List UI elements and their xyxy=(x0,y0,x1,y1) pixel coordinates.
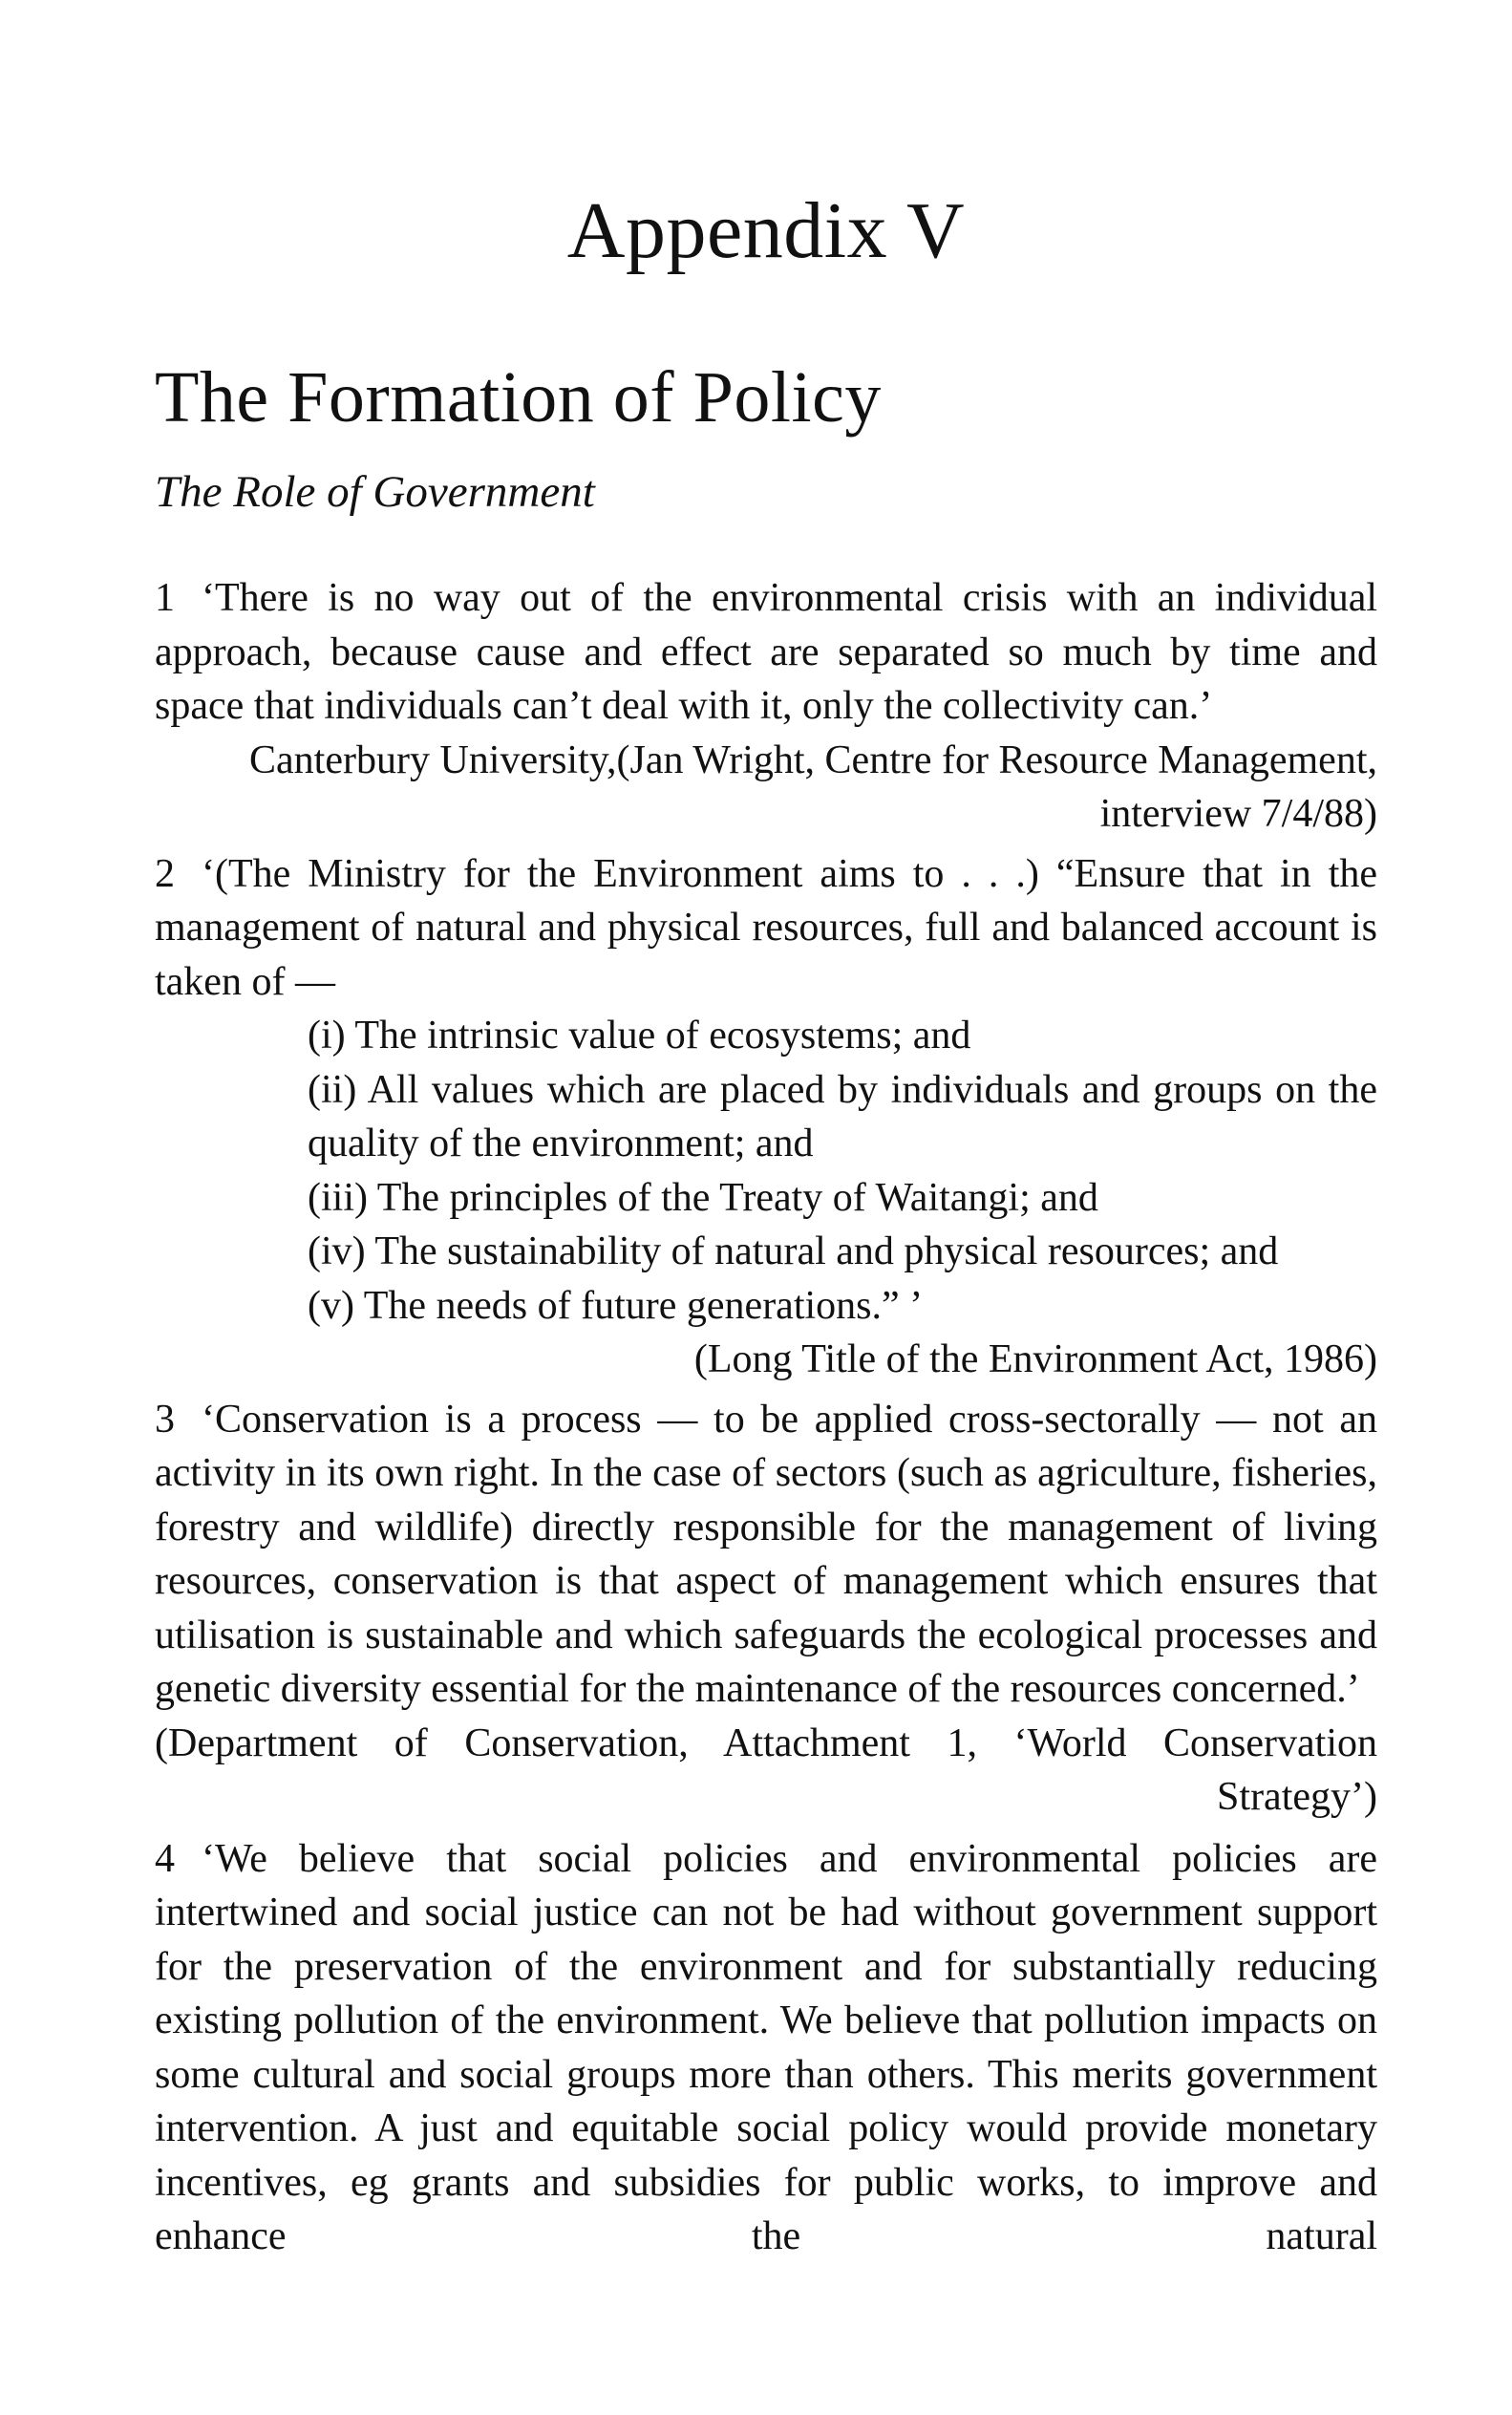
quote-item-2 xyxy=(155,847,1377,1010)
list-item: (iii) The principles of the Treaty of Waitangi; and xyxy=(308,1175,1098,1220)
item-number: 4 xyxy=(155,1836,175,1881)
citation: (Long Title of the Environment Act, 1986) xyxy=(693,1337,1377,1381)
item-number: 1 xyxy=(155,576,175,620)
list-item: (ii) All values which are placed by individuals and groups on the quality of the environment; and xyxy=(308,1067,1377,1165)
quote-item-3 xyxy=(155,1393,1377,1717)
quote-text: ‘(The Ministry for the Environment aims to . . .) “Ensure that in the management of natural and physical resources, full and balanced account is taken of — xyxy=(155,851,1377,1004)
citation: (Department of Conservation, Attachment 1, ‘World Conservation Strategy’) xyxy=(155,1720,1377,1819)
citation: (Jan Wright, Centre for Resource Management, xyxy=(616,737,1377,782)
quote-text: ‘We believe that social policies and environmental policies are intertwined and social justice can not be had without government support for the preservation of the environment and for substantially reducing existing pollution of the environment. We believe that pollution impacts on some cultural and social groups more than others. This merits government intervention. A just and equitable social policy would provide monetary incentives, eg grants and subsidies for public works, to improve and enhance the natural xyxy=(155,1836,1377,2258)
quote-item-4 xyxy=(155,1832,1377,2264)
subsection-title: The Role of Government xyxy=(155,467,595,517)
list-item: (iv) The sustainability of natural and physical resources; and xyxy=(308,1229,1279,1273)
appendix-title: Appendix V xyxy=(566,186,966,275)
item-number: 2 xyxy=(155,851,175,896)
list-item: (i) The intrinsic value of ecosystems; and xyxy=(308,1014,971,1058)
quote-item-1 xyxy=(155,571,1377,782)
citation-continued: Canterbury University, interview 7/4/88) xyxy=(249,737,1377,836)
section-title: The Formation of Policy xyxy=(155,357,882,438)
item-number: 3 xyxy=(155,1397,175,1442)
quote-text: ‘Conservation is a process — to be applied cross-sectorally — not an activity in its own right. In the case of sectors (such as agriculture, fisheries, forestry and wildlife) directly responsible for the management of living resources, conservation is that aspect of management which ensures that utilisation is sustainable and which safeguards the ecological processes and genetic diversity essential for the maintenance of the resources concerned.’ xyxy=(155,1397,1377,1711)
body-text xyxy=(155,571,1377,2264)
quote-text: ‘There is no way out of the environmental crisis with an individual approach, because cause and effect are separated so much by time and space that individuals can’t deal with it, only the collectivity can.’ xyxy=(155,576,1377,728)
list-item: (v) The needs of future generations.” ’ xyxy=(308,1283,924,1328)
